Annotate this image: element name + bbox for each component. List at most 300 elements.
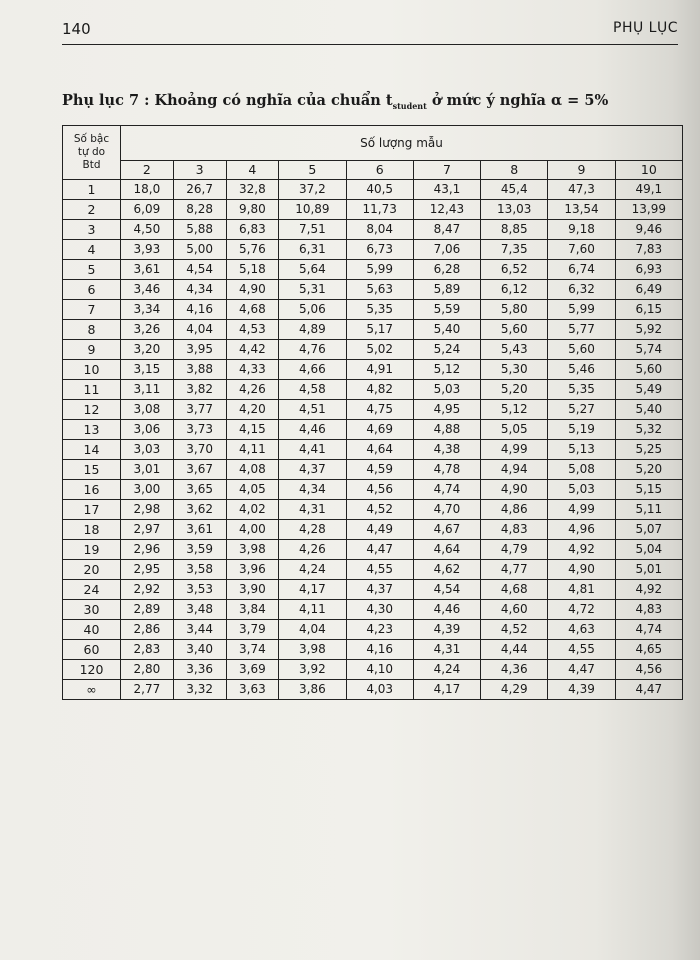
- value-cell: 4,59: [346, 460, 413, 480]
- value-cell: 4,16: [346, 640, 413, 660]
- sample-size-header: 7: [413, 161, 480, 180]
- value-cell: 5,40: [615, 400, 682, 420]
- value-cell: 4,17: [413, 680, 480, 700]
- value-cell: 3,34: [121, 300, 174, 320]
- value-cell: 5,59: [413, 300, 480, 320]
- value-cell: 3,40: [173, 640, 226, 660]
- degrees-of-freedom-header: [63, 126, 121, 180]
- value-cell: 2,86: [121, 620, 174, 640]
- table-row: [63, 220, 683, 240]
- sample-size-header: 4: [226, 161, 279, 180]
- value-cell: 3,48: [173, 600, 226, 620]
- degrees-of-freedom-cell: 11: [63, 380, 121, 400]
- value-cell: 3,11: [121, 380, 174, 400]
- sample-size-header: 8: [481, 161, 548, 180]
- value-cell: 12,43: [413, 200, 480, 220]
- value-cell: 4,79: [481, 540, 548, 560]
- value-cell: 5,20: [481, 380, 548, 400]
- value-cell: 13,54: [548, 200, 615, 220]
- sample-size-header: 3: [173, 161, 226, 180]
- value-cell: 4,23: [346, 620, 413, 640]
- value-cell: 4,33: [226, 360, 279, 380]
- degrees-of-freedom-cell: 18: [63, 520, 121, 540]
- value-cell: 3,65: [173, 480, 226, 500]
- value-cell: 47,3: [548, 180, 615, 200]
- value-cell: 5,89: [413, 280, 480, 300]
- value-cell: 3,53: [173, 580, 226, 600]
- value-cell: 4,92: [615, 580, 682, 600]
- value-cell: 4,77: [481, 560, 548, 580]
- value-cell: 5,12: [413, 360, 480, 380]
- degrees-of-freedom-cell: 8: [63, 320, 121, 340]
- value-cell: 6,73: [346, 240, 413, 260]
- value-cell: 5,17: [346, 320, 413, 340]
- value-cell: 4,52: [481, 620, 548, 640]
- value-cell: 3,79: [226, 620, 279, 640]
- value-cell: 13,99: [615, 200, 682, 220]
- degrees-of-freedom-cell: 20: [63, 560, 121, 580]
- value-cell: 37,2: [279, 180, 346, 200]
- value-cell: 4,05: [226, 480, 279, 500]
- value-cell: 6,52: [481, 260, 548, 280]
- value-cell: 6,74: [548, 260, 615, 280]
- value-cell: 4,10: [346, 660, 413, 680]
- degrees-of-freedom-cell: 17: [63, 500, 121, 520]
- value-cell: 8,47: [413, 220, 480, 240]
- t-student-table: [62, 125, 683, 700]
- value-cell: 5,31: [279, 280, 346, 300]
- value-cell: 4,50: [121, 220, 174, 240]
- value-cell: 4,37: [346, 580, 413, 600]
- value-cell: 5,20: [615, 460, 682, 480]
- value-cell: 4,70: [413, 500, 480, 520]
- degrees-of-freedom-cell: 16: [63, 480, 121, 500]
- value-cell: 4,51: [279, 400, 346, 420]
- value-cell: 5,35: [548, 380, 615, 400]
- value-cell: 3,98: [226, 540, 279, 560]
- value-cell: 5,30: [481, 360, 548, 380]
- value-cell: 6,32: [548, 280, 615, 300]
- degrees-of-freedom-cell: 30: [63, 600, 121, 620]
- value-cell: 8,85: [481, 220, 548, 240]
- value-cell: 6,93: [615, 260, 682, 280]
- value-cell: 5,43: [481, 340, 548, 360]
- value-cell: 3,44: [173, 620, 226, 640]
- value-cell: 4,62: [413, 560, 480, 580]
- value-cell: 32,8: [226, 180, 279, 200]
- value-cell: 7,60: [548, 240, 615, 260]
- value-cell: 4,29: [481, 680, 548, 700]
- degrees-of-freedom-cell: 13: [63, 420, 121, 440]
- value-cell: 5,03: [548, 480, 615, 500]
- value-cell: 5,18: [226, 260, 279, 280]
- value-cell: 6,83: [226, 220, 279, 240]
- sample-size-header: 5: [279, 161, 346, 180]
- table-row: [63, 440, 683, 460]
- value-cell: 5,99: [346, 260, 413, 280]
- value-cell: 2,95: [121, 560, 174, 580]
- value-cell: 4,95: [413, 400, 480, 420]
- value-cell: 9,46: [615, 220, 682, 240]
- value-cell: 5,74: [615, 340, 682, 360]
- corner-header-line: Btd: [82, 159, 101, 171]
- value-cell: 3,03: [121, 440, 174, 460]
- value-cell: 4,11: [226, 440, 279, 460]
- value-cell: 4,31: [279, 500, 346, 520]
- value-cell: 3,20: [121, 340, 174, 360]
- value-cell: 4,90: [226, 280, 279, 300]
- degrees-of-freedom-cell: 24: [63, 580, 121, 600]
- value-cell: 4,41: [279, 440, 346, 460]
- degrees-of-freedom-cell: 14: [63, 440, 121, 460]
- value-cell: 3,86: [279, 680, 346, 700]
- table-row: [63, 660, 683, 680]
- value-cell: 4,04: [279, 620, 346, 640]
- value-cell: 3,74: [226, 640, 279, 660]
- value-cell: 5,63: [346, 280, 413, 300]
- value-cell: 4,03: [346, 680, 413, 700]
- value-cell: 7,83: [615, 240, 682, 260]
- value-cell: 5,40: [413, 320, 480, 340]
- value-cell: 4,91: [346, 360, 413, 380]
- value-cell: 4,53: [226, 320, 279, 340]
- value-cell: 5,11: [615, 500, 682, 520]
- table-row: [63, 300, 683, 320]
- value-cell: 4,86: [481, 500, 548, 520]
- value-cell: 3,88: [173, 360, 226, 380]
- sample-size-header-row: [63, 161, 683, 180]
- value-cell: 6,31: [279, 240, 346, 260]
- value-cell: 5,13: [548, 440, 615, 460]
- value-cell: 3,82: [173, 380, 226, 400]
- degrees-of-freedom-cell: 1: [63, 180, 121, 200]
- value-cell: 13,03: [481, 200, 548, 220]
- value-cell: 4,99: [481, 440, 548, 460]
- value-cell: 43,1: [413, 180, 480, 200]
- value-cell: 4,15: [226, 420, 279, 440]
- table-row: [63, 400, 683, 420]
- value-cell: 4,24: [279, 560, 346, 580]
- running-head: PHỤ LỤC: [613, 20, 678, 36]
- page-header: [62, 18, 678, 45]
- value-cell: 4,54: [173, 260, 226, 280]
- value-cell: 3,36: [173, 660, 226, 680]
- value-cell: 3,08: [121, 400, 174, 420]
- value-cell: 5,03: [413, 380, 480, 400]
- table-row: [63, 500, 683, 520]
- table-row: [63, 480, 683, 500]
- value-cell: 4,39: [548, 680, 615, 700]
- table-row: [63, 580, 683, 600]
- value-cell: 5,02: [346, 340, 413, 360]
- table-row: [63, 540, 683, 560]
- value-cell: 40,5: [346, 180, 413, 200]
- value-cell: 3,96: [226, 560, 279, 580]
- degrees-of-freedom-cell: 4: [63, 240, 121, 260]
- value-cell: 45,4: [481, 180, 548, 200]
- value-cell: 3,95: [173, 340, 226, 360]
- value-cell: 3,61: [173, 520, 226, 540]
- value-cell: 4,54: [413, 580, 480, 600]
- value-cell: 3,61: [121, 260, 174, 280]
- degrees-of-freedom-cell: 3: [63, 220, 121, 240]
- value-cell: 4,92: [548, 540, 615, 560]
- value-cell: 5,08: [548, 460, 615, 480]
- table-row: [63, 680, 683, 700]
- sample-size-group-header: Số lượng mẫu: [121, 126, 683, 161]
- sample-size-header: 9: [548, 161, 615, 180]
- value-cell: 4,56: [346, 480, 413, 500]
- degrees-of-freedom-cell: 5: [63, 260, 121, 280]
- value-cell: 4,44: [481, 640, 548, 660]
- value-cell: 5,12: [481, 400, 548, 420]
- value-cell: 4,78: [413, 460, 480, 480]
- value-cell: 5,60: [481, 320, 548, 340]
- title-suffix: ở mức ý nghĩa α = 5%: [426, 92, 609, 109]
- value-cell: 4,83: [615, 600, 682, 620]
- value-cell: 7,06: [413, 240, 480, 260]
- table-row: [63, 380, 683, 400]
- value-cell: 5,60: [615, 360, 682, 380]
- value-cell: 4,47: [346, 540, 413, 560]
- value-cell: 5,77: [548, 320, 615, 340]
- value-cell: 4,76: [279, 340, 346, 360]
- value-cell: 3,93: [121, 240, 174, 260]
- value-cell: 3,84: [226, 600, 279, 620]
- value-cell: 8,28: [173, 200, 226, 220]
- table-row: [63, 180, 683, 200]
- value-cell: 10,89: [279, 200, 346, 220]
- value-cell: 4,68: [226, 300, 279, 320]
- value-cell: 4,34: [173, 280, 226, 300]
- value-cell: 3,06: [121, 420, 174, 440]
- table-row: [63, 460, 683, 480]
- value-cell: 4,28: [279, 520, 346, 540]
- value-cell: 4,17: [279, 580, 346, 600]
- value-cell: 4,49: [346, 520, 413, 540]
- value-cell: 18,0: [121, 180, 174, 200]
- value-cell: 5,99: [548, 300, 615, 320]
- value-cell: 4,02: [226, 500, 279, 520]
- value-cell: 5,88: [173, 220, 226, 240]
- value-cell: 4,20: [226, 400, 279, 420]
- value-cell: 4,74: [615, 620, 682, 640]
- value-cell: 5,76: [226, 240, 279, 260]
- value-cell: 2,89: [121, 600, 174, 620]
- table-row: [63, 240, 683, 260]
- value-cell: 5,60: [548, 340, 615, 360]
- value-cell: 4,90: [548, 560, 615, 580]
- value-cell: 9,18: [548, 220, 615, 240]
- value-cell: 5,49: [615, 380, 682, 400]
- value-cell: 6,12: [481, 280, 548, 300]
- value-cell: 4,46: [413, 600, 480, 620]
- value-cell: 4,94: [481, 460, 548, 480]
- appendix-title: [62, 92, 608, 111]
- value-cell: 7,35: [481, 240, 548, 260]
- table-row: [63, 600, 683, 620]
- value-cell: 6,09: [121, 200, 174, 220]
- value-cell: 4,08: [226, 460, 279, 480]
- value-cell: 5,19: [548, 420, 615, 440]
- value-cell: 5,07: [615, 520, 682, 540]
- value-cell: 3,62: [173, 500, 226, 520]
- value-cell: 2,80: [121, 660, 174, 680]
- value-cell: 3,67: [173, 460, 226, 480]
- table-row: [63, 640, 683, 660]
- value-cell: 3,58: [173, 560, 226, 580]
- value-cell: 4,68: [481, 580, 548, 600]
- value-cell: 3,69: [226, 660, 279, 680]
- value-cell: 3,46: [121, 280, 174, 300]
- value-cell: 5,25: [615, 440, 682, 460]
- degrees-of-freedom-cell: 12: [63, 400, 121, 420]
- page-number: 140: [62, 20, 91, 38]
- table-row: [63, 200, 683, 220]
- value-cell: 4,00: [226, 520, 279, 540]
- value-cell: 3,70: [173, 440, 226, 460]
- value-cell: 3,59: [173, 540, 226, 560]
- value-cell: 3,77: [173, 400, 226, 420]
- title-prefix: Phụ lục 7 : Khoảng có nghĩa của chuẩn t: [62, 92, 393, 109]
- value-cell: 5,32: [615, 420, 682, 440]
- value-cell: 3,98: [279, 640, 346, 660]
- value-cell: 4,34: [279, 480, 346, 500]
- degrees-of-freedom-cell: 19: [63, 540, 121, 560]
- value-cell: 2,77: [121, 680, 174, 700]
- value-cell: 5,06: [279, 300, 346, 320]
- degrees-of-freedom-cell: 120: [63, 660, 121, 680]
- value-cell: 3,26: [121, 320, 174, 340]
- value-cell: 4,83: [481, 520, 548, 540]
- table-row: [63, 360, 683, 380]
- degrees-of-freedom-cell: 15: [63, 460, 121, 480]
- value-cell: 4,38: [413, 440, 480, 460]
- value-cell: 4,82: [346, 380, 413, 400]
- degrees-of-freedom-cell: ∞: [63, 680, 121, 700]
- value-cell: 4,55: [548, 640, 615, 660]
- value-cell: 4,60: [481, 600, 548, 620]
- value-cell: 3,73: [173, 420, 226, 440]
- value-cell: 6,49: [615, 280, 682, 300]
- value-cell: 7,51: [279, 220, 346, 240]
- value-cell: 4,52: [346, 500, 413, 520]
- value-cell: 11,73: [346, 200, 413, 220]
- value-cell: 3,00: [121, 480, 174, 500]
- value-cell: 5,80: [481, 300, 548, 320]
- table-body: [63, 180, 683, 700]
- value-cell: 4,16: [173, 300, 226, 320]
- value-cell: 5,27: [548, 400, 615, 420]
- value-cell: 4,67: [413, 520, 480, 540]
- value-cell: 4,39: [413, 620, 480, 640]
- title-subscript: student: [392, 100, 427, 111]
- value-cell: 5,24: [413, 340, 480, 360]
- value-cell: 4,96: [548, 520, 615, 540]
- value-cell: 5,01: [615, 560, 682, 580]
- value-cell: 4,72: [548, 600, 615, 620]
- sample-size-header: 10: [615, 161, 682, 180]
- value-cell: 4,26: [279, 540, 346, 560]
- value-cell: 4,81: [548, 580, 615, 600]
- table-row: [63, 280, 683, 300]
- sample-size-header: 2: [121, 161, 174, 180]
- value-cell: 49,1: [615, 180, 682, 200]
- table-row: [63, 520, 683, 540]
- value-cell: 2,96: [121, 540, 174, 560]
- value-cell: 4,64: [346, 440, 413, 460]
- value-cell: 4,36: [481, 660, 548, 680]
- value-cell: 8,04: [346, 220, 413, 240]
- value-cell: 4,37: [279, 460, 346, 480]
- value-cell: 4,64: [413, 540, 480, 560]
- value-cell: 5,92: [615, 320, 682, 340]
- value-cell: 3,15: [121, 360, 174, 380]
- value-cell: 4,75: [346, 400, 413, 420]
- corner-header-line: Số bậc: [73, 133, 110, 145]
- value-cell: 4,65: [615, 640, 682, 660]
- value-cell: 4,42: [226, 340, 279, 360]
- value-cell: 4,46: [279, 420, 346, 440]
- value-cell: 5,15: [615, 480, 682, 500]
- value-cell: 4,31: [413, 640, 480, 660]
- value-cell: 26,7: [173, 180, 226, 200]
- table-row: [63, 260, 683, 280]
- degrees-of-freedom-cell: 60: [63, 640, 121, 660]
- table-row: [63, 620, 683, 640]
- value-cell: 4,47: [548, 660, 615, 680]
- value-cell: 4,58: [279, 380, 346, 400]
- value-cell: 5,05: [481, 420, 548, 440]
- degrees-of-freedom-cell: 7: [63, 300, 121, 320]
- value-cell: 4,69: [346, 420, 413, 440]
- value-cell: 9,80: [226, 200, 279, 220]
- value-cell: 3,01: [121, 460, 174, 480]
- degrees-of-freedom-cell: 6: [63, 280, 121, 300]
- value-cell: 3,63: [226, 680, 279, 700]
- value-cell: 4,88: [413, 420, 480, 440]
- value-cell: 4,90: [481, 480, 548, 500]
- value-cell: 2,98: [121, 500, 174, 520]
- value-cell: 4,24: [413, 660, 480, 680]
- value-cell: 4,55: [346, 560, 413, 580]
- value-cell: 3,92: [279, 660, 346, 680]
- table-row: [63, 320, 683, 340]
- value-cell: 4,30: [346, 600, 413, 620]
- value-cell: 4,26: [226, 380, 279, 400]
- value-cell: 3,32: [173, 680, 226, 700]
- value-cell: 4,89: [279, 320, 346, 340]
- value-cell: 6,15: [615, 300, 682, 320]
- degrees-of-freedom-cell: 10: [63, 360, 121, 380]
- value-cell: 4,74: [413, 480, 480, 500]
- value-cell: 3,90: [226, 580, 279, 600]
- value-cell: 4,63: [548, 620, 615, 640]
- table-row: [63, 420, 683, 440]
- table-row: [63, 560, 683, 580]
- value-cell: 5,00: [173, 240, 226, 260]
- degrees-of-freedom-cell: 9: [63, 340, 121, 360]
- value-cell: 4,56: [615, 660, 682, 680]
- value-cell: 2,92: [121, 580, 174, 600]
- value-cell: 4,99: [548, 500, 615, 520]
- value-cell: 5,64: [279, 260, 346, 280]
- value-cell: 4,66: [279, 360, 346, 380]
- value-cell: 5,46: [548, 360, 615, 380]
- value-cell: 2,83: [121, 640, 174, 660]
- value-cell: 4,04: [173, 320, 226, 340]
- table-row: [63, 340, 683, 360]
